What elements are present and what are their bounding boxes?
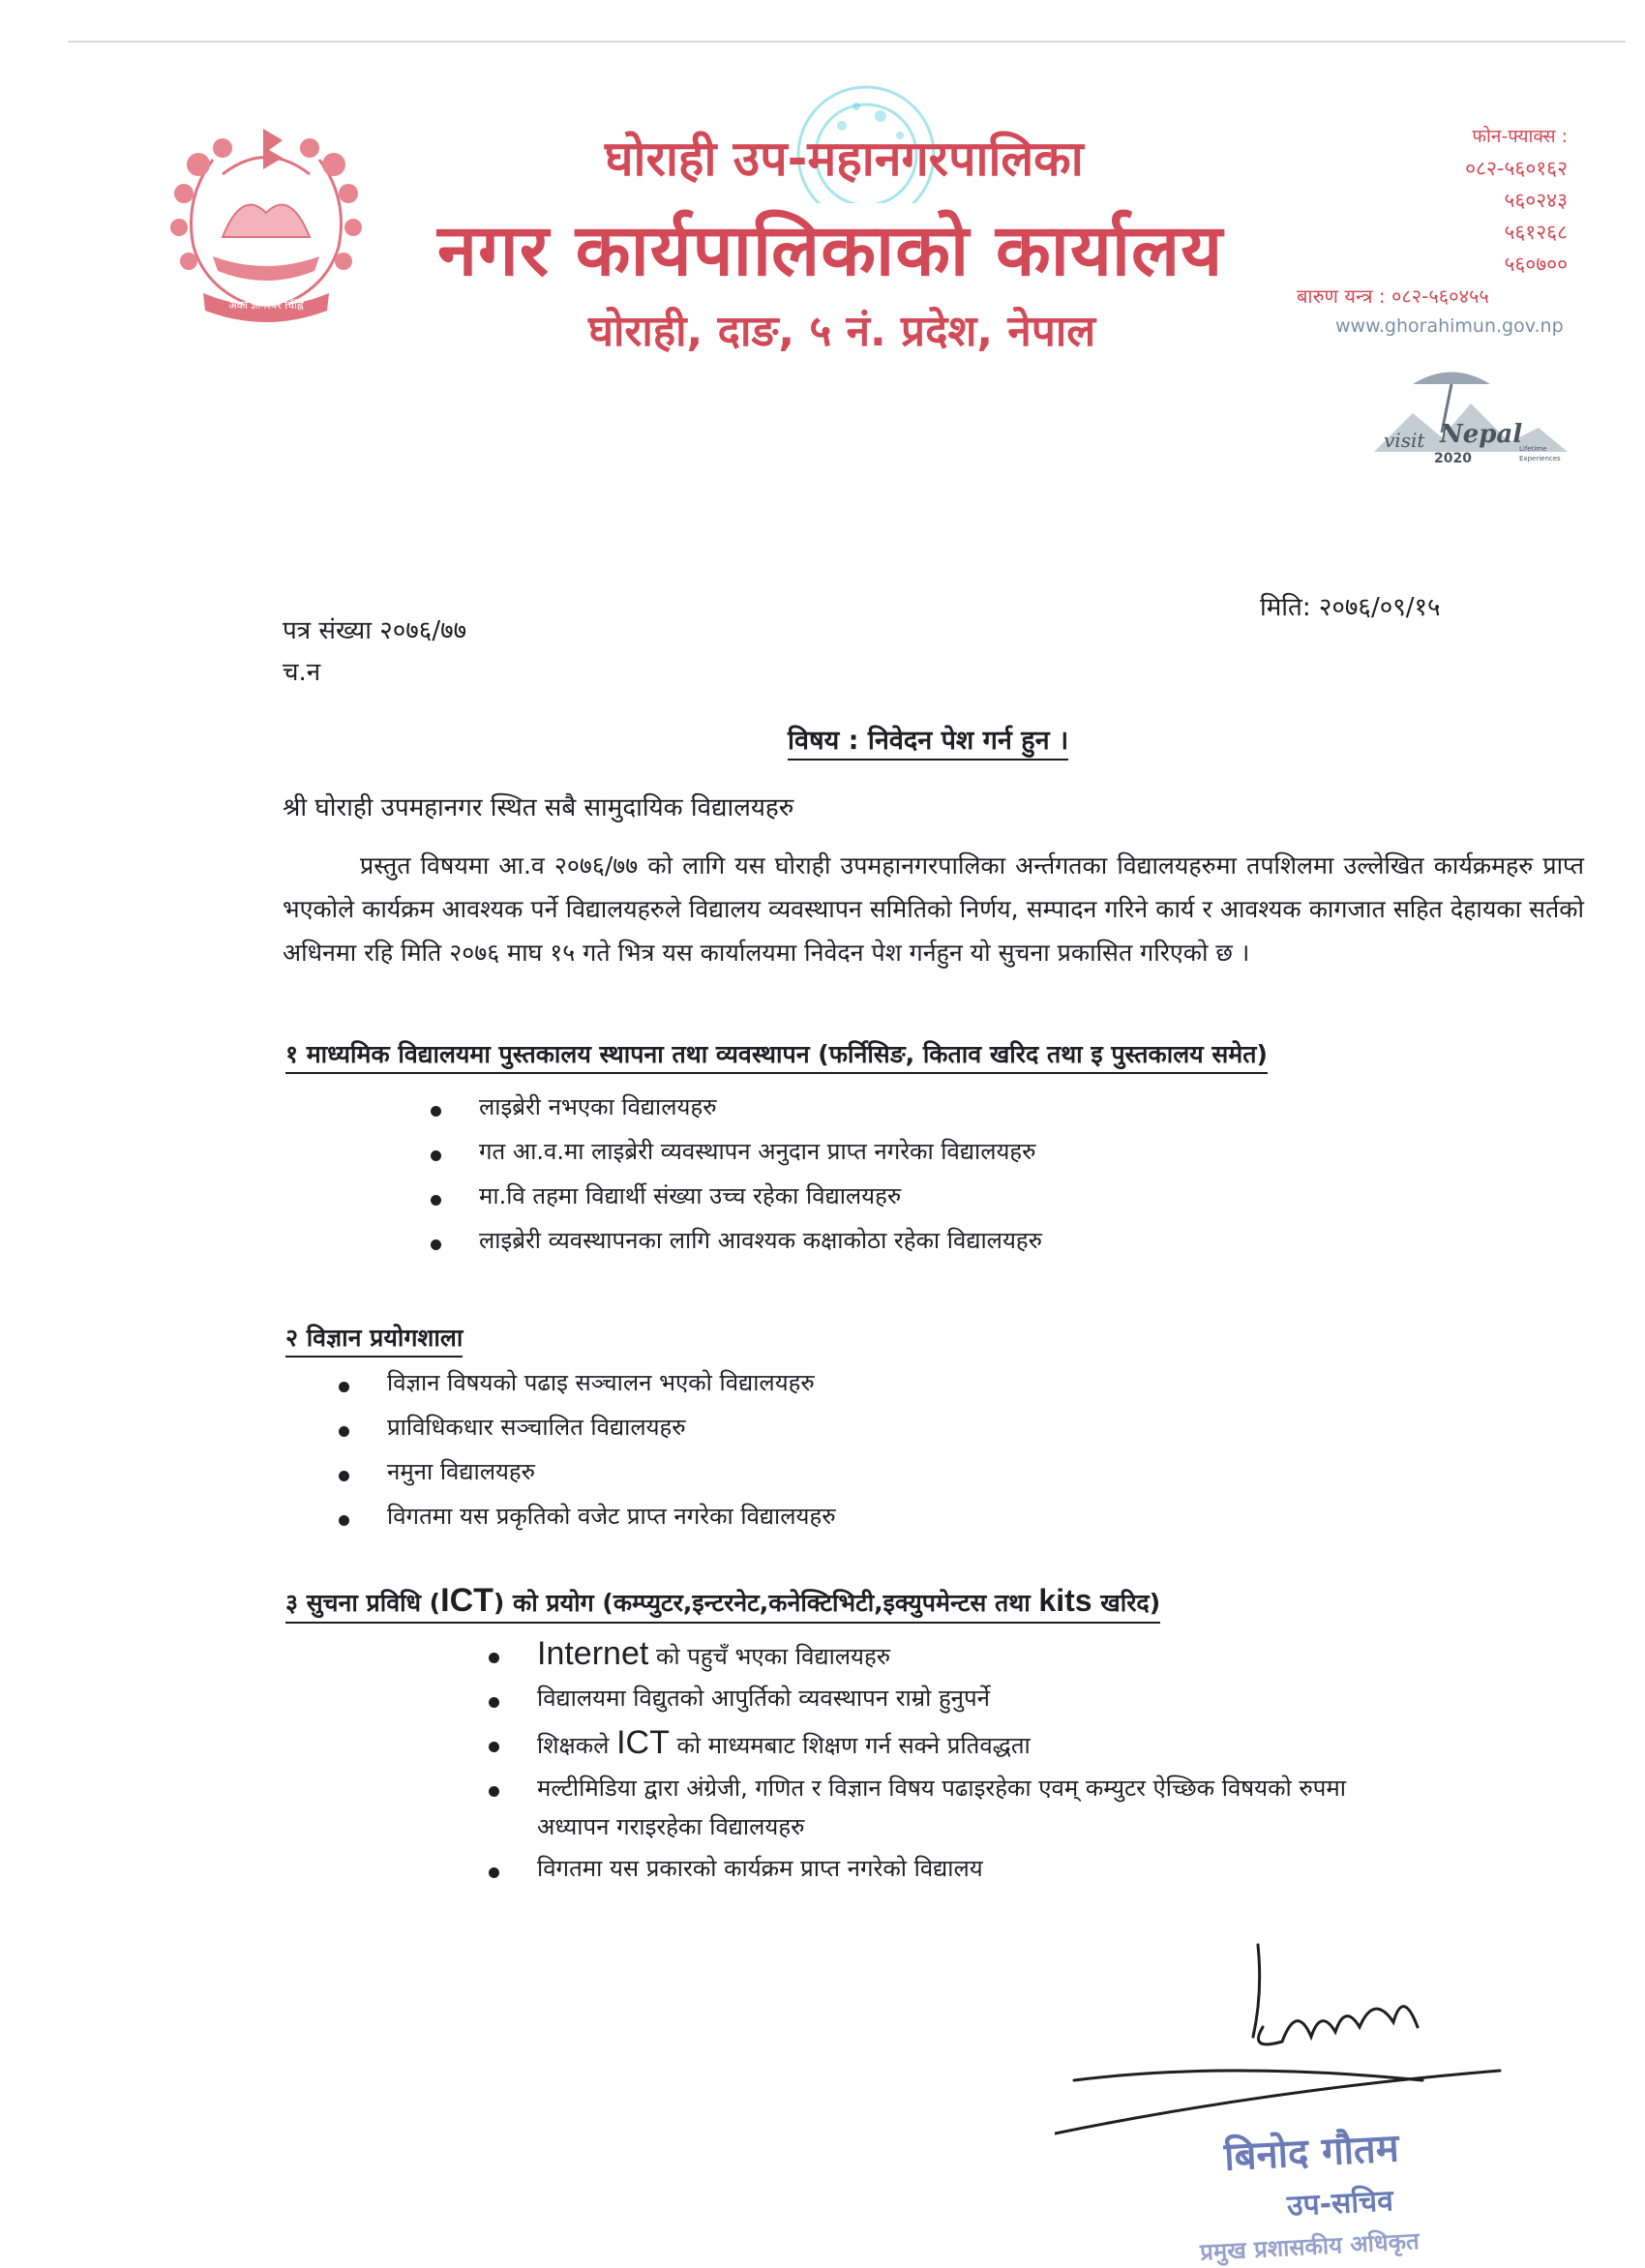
signatory-post: उप-सचिव	[1286, 2184, 1394, 2223]
letter-date: मिति: २०७६/०९/१५	[1260, 593, 1441, 622]
heading-part: खरिद)	[1092, 1589, 1161, 1617]
list-item-text: शिक्षकले	[537, 1732, 617, 1759]
ict-word: ICT	[616, 1724, 670, 1761]
phone-label: फोन-फ्याक्स :	[1472, 126, 1568, 147]
visit-tagline-2: Experiences	[1519, 455, 1561, 463]
list-item: लाइब्रेरी नभएका विद्यालयहरु	[431, 1089, 1042, 1133]
list-item: प्राविधिकधार सञ्चालित विद्यालयहरु	[339, 1409, 836, 1453]
office-address: घोराही, दाङ, ५ नं. प्रदेश, नेपाल	[588, 307, 1096, 356]
list-item: विगतमा यस प्रकारको कार्यक्रम प्राप्त नगरेको विद्यालय	[489, 1850, 1601, 1895]
visit-year: 2020	[1434, 451, 1472, 466]
list-item: विगतमा यस प्रकृतिको वजेट प्राप्त नगरेका विद्यालयहरु	[339, 1498, 836, 1542]
list-item	[489, 1769, 1601, 1850]
municipality-emblem-icon	[155, 121, 377, 334]
section-heading-ict	[285, 1582, 1160, 1624]
library-criteria-list	[431, 1089, 1042, 1267]
heading-part: ) को प्रयोग (कम्प्युटर,इन्टरनेट,कनेक्टिभिटी,इक्युपमेन्टस तथा	[493, 1589, 1039, 1617]
list-item: विज्ञान विषयको पढाइ सञ्चालन भएको विद्यालयहरु	[339, 1364, 836, 1409]
office-name: नगर कार्यपालिकाको कार्यालय	[437, 209, 1224, 292]
website-link[interactable]: www.ghorahimun.gov.np	[1335, 315, 1564, 337]
phone-number: ५६१२६८	[1504, 221, 1568, 244]
list-item: गत आ.व.मा लाइब्रेरी व्यवस्थापन अनुदान प्राप्त नगरेका विद्यालयहरु	[431, 1133, 1042, 1178]
signatory-name: बिनोद गौतम	[1223, 2126, 1400, 2180]
section-heading-library: १ माध्यमिक विद्यालयमा पुस्तकालय स्थापना तथा व्यवस्थापन (फर्निसिङ, किताव खरिद तथा इ पुस्तकालय समेत)	[285, 1037, 1268, 1074]
addressee: श्री घोराही उपमहानगर स्थित सबै सामुदायिक विद्यालयहरु	[283, 793, 794, 822]
phone-number: ५६०२४३	[1504, 189, 1568, 212]
list-item: मा.वि तहमा विद्यार्थी संख्या उच्च रहेका विद्यालयहरु	[431, 1178, 1042, 1222]
visit-tagline-1: Lifetime	[1519, 445, 1547, 453]
letter-subject: विषय : निवेदन पेश गर्न हुन ।	[788, 721, 1068, 761]
list-item-text: को माध्यमबाट शिक्षण गर्न सक्ने प्रतिवद्धता	[669, 1732, 1031, 1759]
list-item: लाइब्रेरी व्यवस्थापनका लागि आवश्यक कक्षाकोठा रहेका विद्यालयहरु	[431, 1222, 1042, 1267]
section-heading-science-lab: २ विज्ञान प्रयोगशाला	[285, 1321, 463, 1358]
list-item	[489, 1635, 1601, 1680]
letter-number: पत्र संख्या २०७६/७७	[283, 616, 467, 645]
list-item: नमुना विद्यालयहरु	[339, 1453, 836, 1498]
heading-ict-word: ICT	[440, 1582, 494, 1619]
list-item-text: को पहुचँ भएका विद्यालयहरु	[648, 1643, 891, 1670]
internet-word: Internet	[537, 1635, 649, 1672]
nepal-word: Nepal	[1440, 420, 1523, 449]
ict-criteria-list	[489, 1635, 1601, 1895]
list-item-text: अध्यापन गराइरहेका विद्यालयहरु	[537, 1813, 805, 1840]
phone-number: ५६०७००	[1504, 253, 1568, 276]
body-text: प्रस्तुत विषयमा आ.व २०७६/७७ को लागि यस घोराही उपमहानगरपालिका अर्न्तगतका विद्यालयहरुमा तपशिलमा उल्लेखित कार्यक्रमहरु प्राप्त भएकोले कार्यक्रम आवश्यक पर्ने विद्यालयहरुले विद्यालय व्यवस्थापन समितिको निर्णय, सम्पादन गरिने कार्य र आवश्यक कागजात सहित देहायका सर्तको अधिनमा रहि मिति २०७६ माघ १५ गते भित्र यस कार्यालयमा निवेदन पेश गर्नहुन यो सुचना प्रकासित गरिएको छ ।	[283, 851, 1584, 967]
contact-block	[1384, 121, 1568, 281]
signatory-office: प्रमुख प्रशासकीय अधिकृत	[1199, 2227, 1421, 2266]
science-lab-criteria-list	[339, 1364, 836, 1542]
heading-part: ३ सुचना प्रविधि (	[285, 1589, 441, 1617]
heading-kits-word: kits	[1038, 1583, 1092, 1618]
emblem-ribbon-text: अर्को ज्ञानेश्वर र्चिह्नि	[228, 299, 304, 312]
visit-nepal-logo-icon	[1374, 360, 1568, 476]
visit-word: visit	[1384, 429, 1425, 452]
fire-brigade-phone: बारुण यन्त्र : ०८२-५६०४५५	[1297, 284, 1489, 308]
top-rule	[68, 41, 1626, 43]
list-item: विद्यालयमा विद्युतको आपुर्तिको व्यवस्थापन राम्रो हुनुपर्ने	[489, 1680, 1601, 1724]
phone-number: ०८२-५६०१६२	[1465, 157, 1568, 180]
list-item	[489, 1724, 1601, 1769]
list-item-text: मल्टीमिडिया द्वारा अंग्रेजी, गणित र विज्ञान विषय पढाइरहेका एवम् कम्युटर ऐच्छिक विषयको रुपमा	[537, 1775, 1346, 1802]
body-paragraph	[283, 844, 1584, 974]
municipality-name: घोराही उप-महानगरपालिका	[605, 131, 1084, 187]
dispatch-number: च.न	[283, 658, 321, 687]
